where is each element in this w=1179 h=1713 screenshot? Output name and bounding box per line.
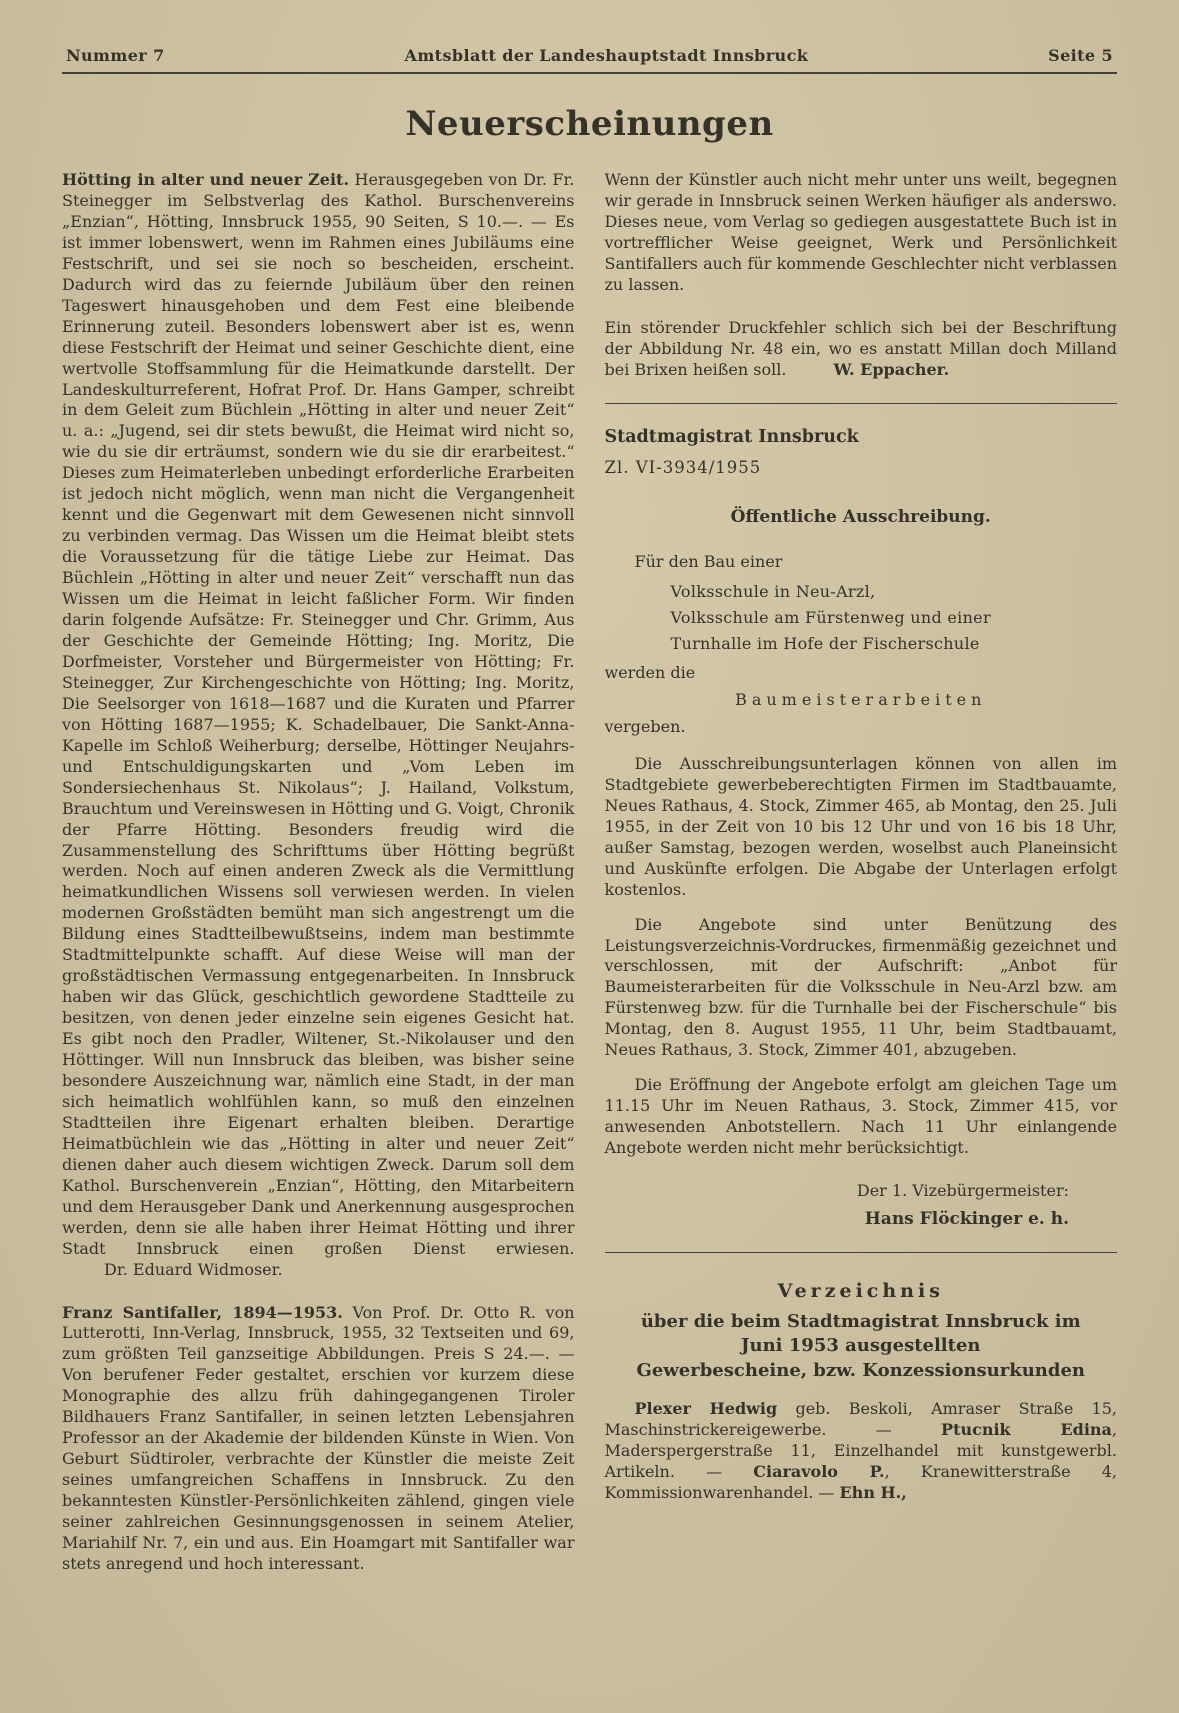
section-divider-2 bbox=[605, 1252, 1118, 1253]
tender-item: Volksschule am Fürstenweg und einer bbox=[670, 608, 991, 628]
tender-signoff bbox=[605, 1181, 1118, 1230]
article-santifaller-continuation-2-text: Ein störender Druckfehler schlich sich bei der Beschriftung der Abbildung Nr. 48 ein, wo es anstatt Millan doch Milland bei Brixen heißen soll. bbox=[604, 317, 1117, 379]
tender-intro: Für den Bau einer bbox=[634, 552, 783, 572]
article-santifaller bbox=[62, 1303, 575, 1575]
register-title bbox=[605, 1279, 1118, 1383]
register-entries bbox=[605, 1399, 1118, 1504]
article-santifaller-continuation-2 bbox=[605, 318, 1118, 381]
trade-license-register bbox=[605, 1279, 1118, 1504]
tender-paragraph: Die Angebote sind unter Benützung des Leistungsverzeichnis-Vordruckes, firmenmäßig gezeichnet und verschlossen, mit der Aufschrift: „Anbot für Baumeisterarbeiten für die Volksschule in Neu-Arzl bzw. am Fürstenweg bzw. für die Turnhalle bei der Fischerschule“ bis Montag, den 8. August 1955, 11 Uhr, beim Stadtbauamt, Neues Rathaus, 3. Stock, Zimmer 401, abzugeben. bbox=[604, 914, 1117, 1060]
tender-item: Turnhalle im Hofe der Fischerschule bbox=[670, 634, 980, 654]
register-entry-name: Plexer Hedwig bbox=[634, 1399, 778, 1419]
masthead bbox=[62, 46, 1117, 65]
section-title: Neuerscheinungen bbox=[405, 104, 774, 144]
article-santifaller-body-left: Von Prof. Dr. Otto R. von Lutterotti, Inn-Verlag, Innsbruck, 1955, 32 Textseiten und 69, zum größten Teil ganzseitige Abbildungen. Preis S 24.—. — Von berufener Feder gestaltet, erschien vor kurzem diese Monographie des allzu früh dahingegangenen Tiroler Bildhauers Franz Santifaller, in seinen letzten Lebensjahren Professor an der Akademie der bildenden Künste in Wien. Von Geburt Südtiroler, verbrachte der Künstler die meiste Zeit seines umfangreichen Schaffens in Innsbruck. Zu den bekanntesten Künstler-Persönlichkeiten zählend, gingen viele seiner zahlreichen Gesinnungsgenossen in seinem Atelier, Mariahilf Nr. 7, ein und aus. Ein Hoamgart mit Santifaller war stets anregend und hoch interessant. bbox=[62, 1302, 575, 1573]
article-santifaller-lead: Franz Santifaller, 1894—1953. bbox=[62, 1302, 343, 1322]
tender-tail: vergeben. bbox=[604, 716, 686, 736]
signoff-role: Der 1. Vizebürgermeister: bbox=[856, 1181, 1069, 1201]
register-title-line4: Gewerbescheine, bzw. Konzessionsurkunden bbox=[636, 1359, 1086, 1381]
section-divider-1 bbox=[605, 403, 1118, 404]
page-number: Seite 5 bbox=[1048, 46, 1113, 65]
article-hoetting-lead: Hötting in alter und neuer Zeit. bbox=[62, 170, 350, 189]
register-title-line1: Verzeichnis bbox=[777, 1280, 944, 1303]
masthead-title: Amtsblatt der Landeshauptstadt Innsbruck bbox=[404, 46, 809, 65]
article-hoetting-body: Herausgegeben von Dr. Fr. Steinegger im Selbstverlag des Kathol. Burschenvereins „Enzian“, Hötting, Innsbruck 1955, 90 Seiten, S 10.—. — Es ist immer lobenswert, wenn im Rahmen eines Jubiläums eine Festschrift, und sei sie noch so bescheiden, erscheint. Dadurch wird das zu feiernde Jubiläum über den reinen Tageswert hinausgehoben und dem Fest eine bleibende Erinnerung zuteil. Besonders lobenswert aber ist es, wenn diese Festschrift der Heimat und seiner Geschichte dient, eine wertvolle Stoffsammlung für die Heimatkunde darstellt. Der Landeskulturreferent, Hofrat Prof. Dr. Hans Gamper, schreibt in dem Geleit zum Büchlein „Hötting in alter und neuer Zeit“ u. a.: „Jugend, sei dir stets bewußt, die Heimat wird nicht so, wie du sie dir erträumst, sondern wie du sie dir erarbeitest.“ Dieses zum Heimaterleben unbedingt erforderliche Erarbeiten ist jedoch nicht möglich, wenn man nicht die Vergangenheit kennt und die Gegenwart mit dem Gewesenen nicht sinnvoll zu verbinden vermag. Das Wissen um die Heimat bleibt stets die Voraussetzung für die tätige Liebe zur Heimat. Das Büchlein „Hötting in alter und neuer Zeit“ verschafft nun das Wissen um die Heimat in leicht faßlicher Form. Wir finden darin folgende Aufsätze: Fr. Steinegger und Chr. Grimm, Aus der Geschichte der Gemeinde Hötting; Ing. Moritz, Die Dorfmeister, Vorsteher und Bürgermeister von Hötting; Fr. Steinegger, Zur Kirchengeschichte von Hötting; Ing. Moritz, Die Seelsorger von 1618—1687 und die Kuraten und Pfarrer von Hötting 1687—1955; K. Schadelbauer, Die Sankt-Anna-Kapelle im Schloß Weiherburg; derselbe, Höttinger Neujahrs- und Entschuldigungskarten und „Vom Leben im Sondersiechenhaus St. Nikolaus“; J. Hailand, Volkstum, Brauchtum und Vereinswesen in Hötting und G. Voigt, Chronik der Pfarre Hötting. Besonders freudig wird die Zusammenstellung des Schrifttums über Hötting begrüßt werden. Noch auf einen anderen Zweck als die Vermittlung heimatkundlichen Wissens soll verwiesen werden. In vielen modernen Großstädten bemüht man sich angestrengt um die Bildung eines Stadtteilbewußtseins, indem man bestimmte Stadtmittelpunkte schafft. Auf diese Weise will man der großstädtischen Vermassung entgegenarbeiten. In Innsbruck haben wir das Glück, geschichtlich gewordene Stadtteile zu besitzen, von denen jeder einzelne sein eigenes Gesicht hat. Es gibt noch den Pradler, Wiltener, St.-Nikolauser und den Höttinger. Will nun Innsbruck das bleiben, was bisher seine besondere Auszeichnung war, nämlich eine Stadt, in der man sich heimatlich wohlfühlen kann, so muß den einzelnen Stadtteilen ihre Eigenart erhalten bleiben. Derartige Heimatbüchlein wie das „Hötting in alter und neuer Zeit“ dienen daher auch diesem wichtigen Zweck. Darum soll dem Kathol. Burschenverein „Enzian“, Hötting, den Mitarbeitern und dem Herausgeber Dank und Anerkennung ausgesprochen werden, denn sie alle haben ihrer Heimat Hötting und ihrer Stadt Innsbruck einen großen Dienst erwiesen. bbox=[62, 170, 575, 1258]
article-santifaller-continuation-1: Wenn der Künstler auch nicht mehr unter uns weilt, begegnen wir gerade in Innsbruck seinen Werken häufiger als anderswo. Dieses neue, vom Verlag so gediegen ausgestattete Buch ist in vortrefflicher Weise geeignet, Werk und Persönlichkeit Santifallers auch für kommende Geschlechter nicht verblassen zu lassen. bbox=[604, 170, 1117, 294]
issue-number: Nummer 7 bbox=[66, 46, 165, 65]
tender-title: Öffentliche Ausschreibung. bbox=[730, 507, 991, 528]
signoff-name: Hans Flöckinger e. h. bbox=[864, 1209, 1069, 1230]
office-name: Stadtmagistrat Innsbruck bbox=[604, 426, 859, 447]
masthead-divider bbox=[62, 72, 1117, 74]
register-entry-name: Ptucnik Edina bbox=[941, 1420, 1112, 1439]
article-santifaller-signature: W. Eppacher. bbox=[833, 359, 950, 379]
tender-middle: werden die bbox=[604, 663, 696, 683]
article-hoetting-signature: Dr. Eduard Widmoser. bbox=[104, 1259, 283, 1279]
article-hoetting bbox=[62, 170, 575, 1281]
left-column bbox=[62, 170, 575, 1597]
register-entry-name: Ehn H., bbox=[839, 1482, 907, 1502]
register-entry-name: Ciaravolo P. bbox=[753, 1461, 885, 1481]
tender-item: Volksschule in Neu-Arzl, bbox=[670, 582, 876, 602]
register-title-line2: über die beim Stadtmagistrat Innsbruck im bbox=[640, 1311, 1081, 1333]
two-column-layout bbox=[62, 170, 1117, 1597]
tender-items bbox=[671, 579, 1118, 657]
tender-emphasis: Baumeisterarbeiten bbox=[735, 690, 987, 709]
register-entry-detail: , Kranewitterstraße 4, Kommissionwarenhandel. — bbox=[604, 1461, 1117, 1502]
register-title-line3: Juni 1953 ausgestellten bbox=[740, 1335, 981, 1357]
tender-paragraph: Die Eröffnung der Angebote erfolgt am gleichen Tage um 11.15 Uhr im Neuen Rathaus, 3. Stock, Zimmer 415, vor anwesenden Anbotstellern. Nach 11 Uhr einlangende Angebote werden nicht mehr berücksichtigt. bbox=[604, 1075, 1117, 1158]
tender-paragraph: Die Ausschreibungsunterlagen können von allen im Stadtgebiete gewerbeberechtigten Firmen im Stadtbauamte, Neues Rathaus, 4. Stock, Zimmer 465, ab Montag, den 25. Juli 1955, in der Zeit von 10 bis 12 Uhr und von 16 bis 18 Uhr, außer Samstag, bezogen werden, woselbst auch Planeinsicht und Auskünfte erfolgen. Die Abgabe der Unterlagen erfolgt kostenlos. bbox=[604, 753, 1117, 899]
file-reference: Zl. VI-3934/1955 bbox=[604, 457, 762, 477]
public-tender-notice bbox=[605, 426, 1118, 1231]
right-column bbox=[605, 170, 1118, 1597]
register-entry-detail: , Maderspergerstraße 11, Einzelhandel mit kunstgewerbl. Artikeln. — bbox=[604, 1420, 1117, 1481]
register-entry-detail: geb. Beskoli, Amraser Straße 15, Maschinstrickereigewerbe. — bbox=[604, 1399, 1117, 1439]
